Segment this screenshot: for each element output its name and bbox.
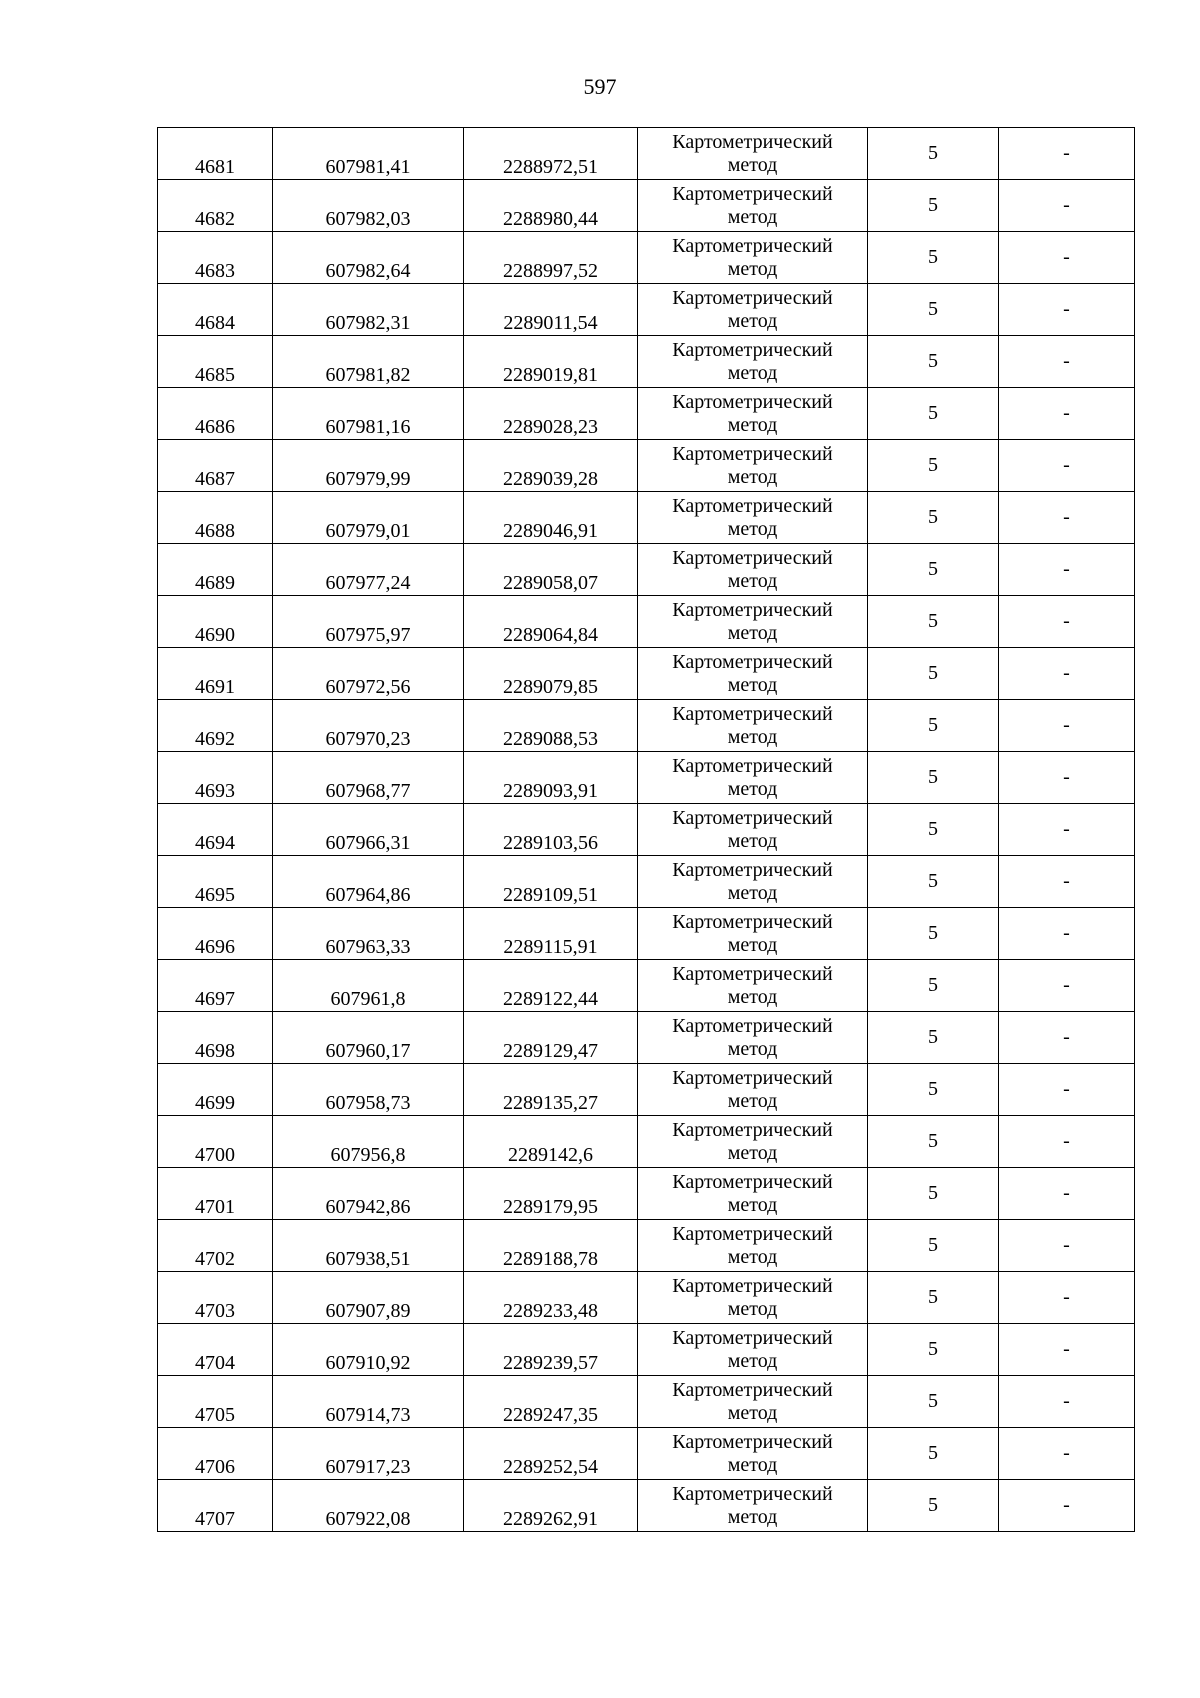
x-coordinate-cell: 607977,24 (273, 544, 464, 596)
x-coordinate-cell: 607964,86 (273, 856, 464, 908)
page-number: 597 (583, 74, 617, 99)
point-number-cell: 4696 (158, 908, 273, 960)
method-text: Картометрический метод (672, 598, 833, 644)
y-coordinate-cell: 2288980,44 (464, 180, 638, 232)
method-text: Картометрический метод (672, 1378, 833, 1424)
note-cell: - (999, 1272, 1135, 1324)
method-cell (638, 388, 868, 440)
point-number-cell: 4697 (158, 960, 273, 1012)
method-cell (638, 1428, 868, 1480)
table-row (158, 804, 1135, 856)
note-cell: - (999, 180, 1135, 232)
y-coordinate-cell: 2289064,84 (464, 596, 638, 648)
method-text: Картометрический метод (672, 858, 833, 904)
method-cell (638, 232, 868, 284)
accuracy-cell: 5 (868, 804, 999, 856)
method-cell (638, 804, 868, 856)
y-coordinate-cell: 2289262,91 (464, 1480, 638, 1532)
method-text: Картометрический метод (672, 1118, 833, 1164)
x-coordinate-cell: 607972,56 (273, 648, 464, 700)
table-row (158, 1116, 1135, 1168)
x-coordinate-cell: 607982,03 (273, 180, 464, 232)
point-number-cell: 4693 (158, 752, 273, 804)
table-row (158, 544, 1135, 596)
point-number-cell: 4699 (158, 1064, 273, 1116)
y-coordinate-cell: 2289233,48 (464, 1272, 638, 1324)
accuracy-cell: 5 (868, 1168, 999, 1220)
point-number-cell: 4685 (158, 336, 273, 388)
method-cell (638, 700, 868, 752)
y-coordinate-cell: 2289188,78 (464, 1220, 638, 1272)
x-coordinate-cell: 607958,73 (273, 1064, 464, 1116)
y-coordinate-cell: 2289179,95 (464, 1168, 638, 1220)
x-coordinate-cell: 607979,01 (273, 492, 464, 544)
x-coordinate-cell: 607968,77 (273, 752, 464, 804)
method-text: Картометрический метод (672, 754, 833, 800)
table-row (158, 1272, 1135, 1324)
accuracy-cell: 5 (868, 856, 999, 908)
x-coordinate-cell: 607975,97 (273, 596, 464, 648)
y-coordinate-cell: 2289079,85 (464, 648, 638, 700)
accuracy-cell: 5 (868, 128, 999, 180)
point-number-cell: 4707 (158, 1480, 273, 1532)
x-coordinate-cell: 607979,99 (273, 440, 464, 492)
note-cell: - (999, 908, 1135, 960)
method-cell (638, 1012, 868, 1064)
method-cell (638, 1376, 868, 1428)
accuracy-cell: 5 (868, 1220, 999, 1272)
x-coordinate-cell: 607910,92 (273, 1324, 464, 1376)
method-cell (638, 336, 868, 388)
y-coordinate-cell: 2289115,91 (464, 908, 638, 960)
y-coordinate-cell: 2289019,81 (464, 336, 638, 388)
method-text: Картометрический метод (672, 1170, 833, 1216)
x-coordinate-cell: 607963,33 (273, 908, 464, 960)
accuracy-cell: 5 (868, 752, 999, 804)
point-number-cell: 4698 (158, 1012, 273, 1064)
note-cell: - (999, 960, 1135, 1012)
table-row (158, 1168, 1135, 1220)
table-row (158, 336, 1135, 388)
note-cell: - (999, 1064, 1135, 1116)
method-text: Картометрический метод (672, 182, 833, 228)
point-number-cell: 4683 (158, 232, 273, 284)
accuracy-cell: 5 (868, 1428, 999, 1480)
y-coordinate-cell: 2289088,53 (464, 700, 638, 752)
table-row (158, 1012, 1135, 1064)
accuracy-cell: 5 (868, 180, 999, 232)
method-cell (638, 284, 868, 336)
accuracy-cell: 5 (868, 960, 999, 1012)
x-coordinate-cell: 607982,31 (273, 284, 464, 336)
x-coordinate-cell: 607970,23 (273, 700, 464, 752)
y-coordinate-cell: 2289142,6 (464, 1116, 638, 1168)
note-cell: - (999, 752, 1135, 804)
point-number-cell: 4705 (158, 1376, 273, 1428)
point-number-cell: 4681 (158, 128, 273, 180)
method-cell (638, 1480, 868, 1532)
y-coordinate-cell: 2288972,51 (464, 128, 638, 180)
table-row (158, 1428, 1135, 1480)
y-coordinate-cell: 2289103,56 (464, 804, 638, 856)
note-cell: - (999, 544, 1135, 596)
accuracy-cell: 5 (868, 1272, 999, 1324)
method-text: Картометрический метод (672, 338, 833, 384)
point-number-cell: 4703 (158, 1272, 273, 1324)
point-number-cell: 4691 (158, 648, 273, 700)
table-row (158, 1324, 1135, 1376)
accuracy-cell: 5 (868, 492, 999, 544)
accuracy-cell: 5 (868, 544, 999, 596)
note-cell: - (999, 492, 1135, 544)
method-cell (638, 1168, 868, 1220)
method-text: Картометрический метод (672, 286, 833, 332)
method-cell (638, 596, 868, 648)
table-row (158, 596, 1135, 648)
x-coordinate-cell: 607907,89 (273, 1272, 464, 1324)
note-cell: - (999, 388, 1135, 440)
method-text: Картометрический метод (672, 1430, 833, 1476)
method-text: Картометрический метод (672, 1066, 833, 1112)
method-cell (638, 180, 868, 232)
accuracy-cell: 5 (868, 284, 999, 336)
method-text: Картометрический метод (672, 650, 833, 696)
table-row (158, 648, 1135, 700)
method-text: Картометрический метод (672, 1014, 833, 1060)
note-cell: - (999, 856, 1135, 908)
x-coordinate-cell: 607981,41 (273, 128, 464, 180)
method-cell (638, 128, 868, 180)
table-row (158, 1376, 1135, 1428)
y-coordinate-cell: 2289046,91 (464, 492, 638, 544)
accuracy-cell: 5 (868, 232, 999, 284)
x-coordinate-cell: 607961,8 (273, 960, 464, 1012)
point-number-cell: 4689 (158, 544, 273, 596)
note-cell: - (999, 128, 1135, 180)
point-number-cell: 4690 (158, 596, 273, 648)
x-coordinate-cell: 607922,08 (273, 1480, 464, 1532)
table-row (158, 960, 1135, 1012)
point-number-cell: 4692 (158, 700, 273, 752)
point-number-cell: 4706 (158, 1428, 273, 1480)
accuracy-cell: 5 (868, 388, 999, 440)
y-coordinate-cell: 2289252,54 (464, 1428, 638, 1480)
y-coordinate-cell: 2289058,07 (464, 544, 638, 596)
y-coordinate-cell: 2288997,52 (464, 232, 638, 284)
note-cell: - (999, 1324, 1135, 1376)
accuracy-cell: 5 (868, 1012, 999, 1064)
method-cell (638, 1116, 868, 1168)
x-coordinate-cell: 607938,51 (273, 1220, 464, 1272)
point-number-cell: 4700 (158, 1116, 273, 1168)
y-coordinate-cell: 2289028,23 (464, 388, 638, 440)
table-row (158, 700, 1135, 752)
method-text: Картометрический метод (672, 442, 833, 488)
table-row (158, 1220, 1135, 1272)
coordinates-table-body (158, 128, 1135, 1532)
point-number-cell: 4688 (158, 492, 273, 544)
y-coordinate-cell: 2289039,28 (464, 440, 638, 492)
accuracy-cell: 5 (868, 336, 999, 388)
x-coordinate-cell: 607960,17 (273, 1012, 464, 1064)
note-cell: - (999, 1116, 1135, 1168)
method-text: Картометрический метод (672, 234, 833, 280)
note-cell: - (999, 440, 1135, 492)
table-row (158, 492, 1135, 544)
x-coordinate-cell: 607956,8 (273, 1116, 464, 1168)
method-cell (638, 1064, 868, 1116)
point-number-cell: 4702 (158, 1220, 273, 1272)
method-cell (638, 752, 868, 804)
note-cell: - (999, 1376, 1135, 1428)
accuracy-cell: 5 (868, 1064, 999, 1116)
accuracy-cell: 5 (868, 1324, 999, 1376)
y-coordinate-cell: 2289109,51 (464, 856, 638, 908)
note-cell: - (999, 1220, 1135, 1272)
table-row (158, 440, 1135, 492)
x-coordinate-cell: 607942,86 (273, 1168, 464, 1220)
method-text: Картометрический метод (672, 390, 833, 436)
method-text: Картометрический метод (672, 702, 833, 748)
y-coordinate-cell: 2289122,44 (464, 960, 638, 1012)
point-number-cell: 4695 (158, 856, 273, 908)
table-row (158, 752, 1135, 804)
accuracy-cell: 5 (868, 1376, 999, 1428)
method-cell (638, 908, 868, 960)
table-row (158, 908, 1135, 960)
y-coordinate-cell: 2289093,91 (464, 752, 638, 804)
method-text: Картометрический метод (672, 1274, 833, 1320)
method-text: Картометрический метод (672, 962, 833, 1008)
note-cell: - (999, 804, 1135, 856)
method-text: Картометрический метод (672, 910, 833, 956)
method-cell (638, 648, 868, 700)
method-text: Картометрический метод (672, 1326, 833, 1372)
note-cell: - (999, 648, 1135, 700)
method-text: Картометрический метод (672, 1482, 833, 1528)
coordinates-table (157, 127, 1135, 1532)
point-number-cell: 4684 (158, 284, 273, 336)
accuracy-cell: 5 (868, 1480, 999, 1532)
x-coordinate-cell: 607914,73 (273, 1376, 464, 1428)
note-cell: - (999, 1168, 1135, 1220)
note-cell: - (999, 596, 1135, 648)
point-number-cell: 4704 (158, 1324, 273, 1376)
method-cell (638, 1272, 868, 1324)
note-cell: - (999, 336, 1135, 388)
y-coordinate-cell: 2289129,47 (464, 1012, 638, 1064)
accuracy-cell: 5 (868, 908, 999, 960)
note-cell: - (999, 284, 1135, 336)
method-cell (638, 1324, 868, 1376)
accuracy-cell: 5 (868, 440, 999, 492)
table-row (158, 180, 1135, 232)
point-number-cell: 4694 (158, 804, 273, 856)
accuracy-cell: 5 (868, 648, 999, 700)
table-row (158, 284, 1135, 336)
accuracy-cell: 5 (868, 596, 999, 648)
y-coordinate-cell: 2289011,54 (464, 284, 638, 336)
method-text: Картометрический метод (672, 546, 833, 592)
method-cell (638, 544, 868, 596)
table-row (158, 856, 1135, 908)
method-text: Картометрический метод (672, 130, 833, 176)
method-cell (638, 960, 868, 1012)
x-coordinate-cell: 607917,23 (273, 1428, 464, 1480)
x-coordinate-cell: 607966,31 (273, 804, 464, 856)
table-row (158, 232, 1135, 284)
method-cell (638, 492, 868, 544)
table-row (158, 388, 1135, 440)
accuracy-cell: 5 (868, 1116, 999, 1168)
method-text: Картометрический метод (672, 1222, 833, 1268)
note-cell: - (999, 1480, 1135, 1532)
method-cell (638, 1220, 868, 1272)
table-row (158, 1064, 1135, 1116)
table-row (158, 1480, 1135, 1532)
point-number-cell: 4687 (158, 440, 273, 492)
method-text: Картометрический метод (672, 494, 833, 540)
table-row (158, 128, 1135, 180)
note-cell: - (999, 1012, 1135, 1064)
point-number-cell: 4682 (158, 180, 273, 232)
y-coordinate-cell: 2289135,27 (464, 1064, 638, 1116)
note-cell: - (999, 1428, 1135, 1480)
x-coordinate-cell: 607981,82 (273, 336, 464, 388)
y-coordinate-cell: 2289247,35 (464, 1376, 638, 1428)
y-coordinate-cell: 2289239,57 (464, 1324, 638, 1376)
method-cell (638, 856, 868, 908)
x-coordinate-cell: 607982,64 (273, 232, 464, 284)
point-number-cell: 4686 (158, 388, 273, 440)
accuracy-cell: 5 (868, 700, 999, 752)
x-coordinate-cell: 607981,16 (273, 388, 464, 440)
note-cell: - (999, 232, 1135, 284)
point-number-cell: 4701 (158, 1168, 273, 1220)
method-text: Картометрический метод (672, 806, 833, 852)
note-cell: - (999, 700, 1135, 752)
method-cell (638, 440, 868, 492)
